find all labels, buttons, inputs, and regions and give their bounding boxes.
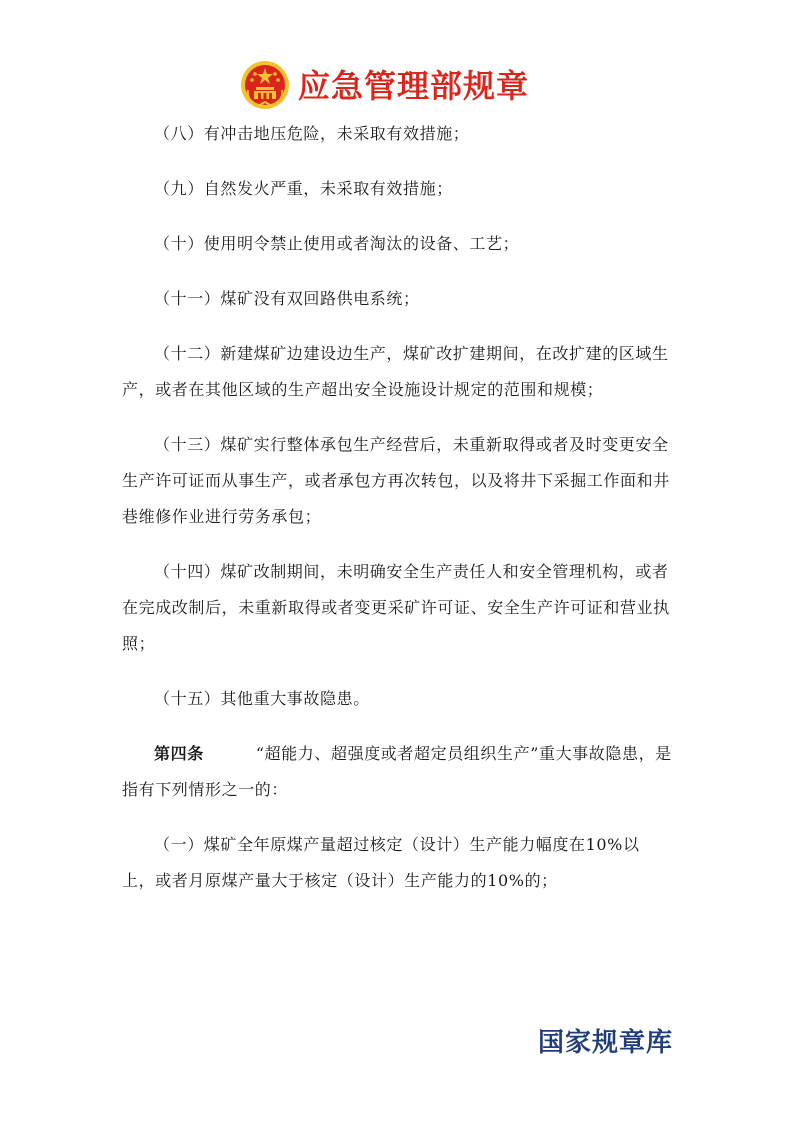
article-item: （一）煤矿全年原煤产量超过核定（设计）生产能力幅度在10%以上，或者月原煤产量大于核定（设计）生产能力的10%的； — [122, 835, 640, 890]
footer-title: 国家规章库 — [538, 1028, 674, 1058]
paragraph: （十四）煤矿改制期间，未明确安全生产责任人和安全管理机构，或者在完成改制后，未重新取得或者变更采矿许可证、安全生产许可证和营业执照； — [122, 562, 670, 653]
national-emblem-icon — [240, 60, 290, 110]
document-body — [122, 116, 672, 918]
paragraph: （十五）其他重大事故隐患。 — [154, 689, 370, 708]
header-title: 应急管理部规章 — [298, 67, 530, 105]
paragraph: （十）使用明令禁止使用或者淘汰的设备、工艺； — [154, 234, 520, 253]
page-header — [0, 60, 793, 116]
paragraph: （九）自然发火严重，未采取有效措施； — [154, 179, 453, 198]
article-heading: 第四条 — [154, 744, 204, 763]
article-paragraph — [122, 736, 672, 808]
article-text: “超能力、超强度或者超定员组织生产”重大事故隐患，是指有下列情形之一的： — [122, 744, 672, 799]
paragraph: （八）有冲击地压危险，未采取有效措施； — [154, 124, 470, 143]
paragraph: （十二）新建煤矿边建设边生产，煤矿改扩建期间，在改扩建的区域生产，或者在其他区域的生产超出安全设施设计规定的范围和规模； — [122, 344, 669, 399]
paragraph: （十一）煤矿没有双回路供电系统； — [154, 289, 420, 308]
paragraph: （十三）煤矿实行整体承包生产经营后，未重新取得或者及时变更安全生产许可证而从事生产，或者承包方再次转包，以及将井下采掘工作面和井巷维修作业进行劳务承包； — [122, 435, 670, 526]
